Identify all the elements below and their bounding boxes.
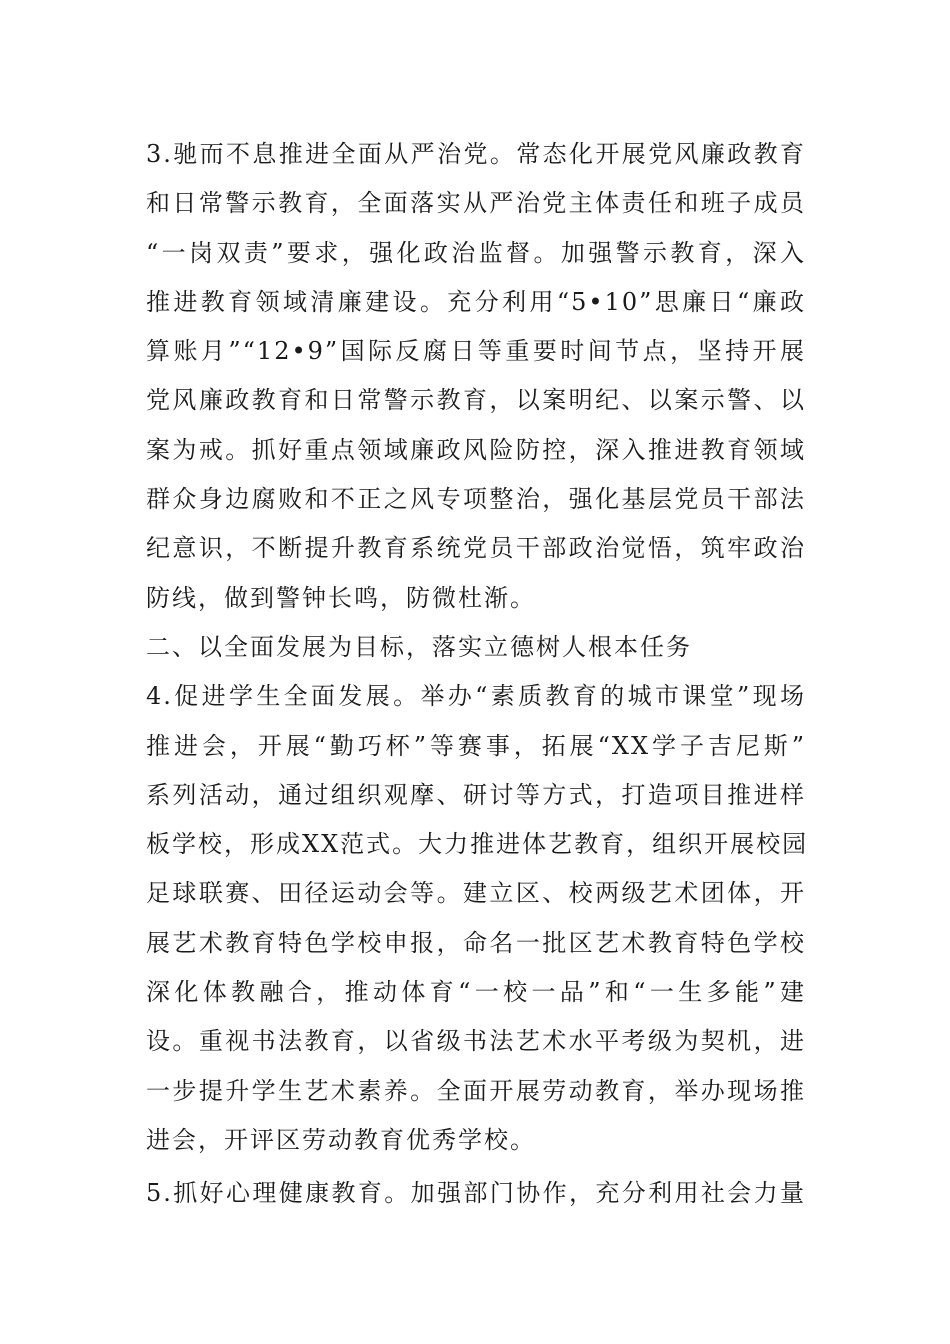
paragraph-3-line-1: 3.驰而不息推进全面从严治党。常态化开展党风廉政教育 <box>146 140 806 168</box>
paragraph-4-line-5: 足球联赛、田径运动会等。建立区、校两级艺术团体，开 <box>146 879 806 908</box>
paragraph-4-line-6: 展艺术教育特色学校申报，命名一批区艺术教育特色学校 <box>146 928 806 957</box>
paragraph-3-line-9: 纪意识，不断提升教育系统党员干部政治觉悟，筑牢政治 <box>146 534 806 563</box>
paragraph-4-line-3: 系列活动，通过组织观摩、研讨等方式，打造项目推进样 <box>146 780 806 809</box>
paragraph-4-line-7: 深化体教融合，推动体育“一校一品”和“一生多能”建 <box>146 978 806 1007</box>
paragraph-3-line-10: 防线，做到警钟长鸣，防微杜渐。 <box>146 583 536 612</box>
paragraph-3-line-2: 和日常警示教育，全面落实从严治党主体责任和班子成员 <box>146 189 806 218</box>
paragraph-4-line-1: 4.促进学生全面发展。举办“素质教育的城市课堂”现场 <box>146 682 806 711</box>
paragraph-3-line-7: 案为戒。抓好重点领域廉政风险防控，深入推进教育领域 <box>146 435 806 464</box>
document-body <box>146 130 809 1219</box>
paragraph-3-line-6: 党风廉政教育和日常警示教育，以案明纪、以案示警、以 <box>146 386 806 415</box>
paragraph-4-line-4: 板学校，形成XX范式。大力推进体艺教育，组织开展校园 <box>146 830 809 859</box>
paragraph-4-line-2: 推进会，开展“勤巧杯”等赛事，拓展“XX学子吉尼斯” <box>146 731 806 760</box>
paragraph-3-line-4: 推进教育领域清廉建设。充分利用“5•10”思廉日“廉政 <box>146 287 806 316</box>
paragraph-3-line-8: 群众身边腐败和不正之风专项整治，强化基层党员干部法 <box>146 485 806 514</box>
paragraph-4-line-10: 进会，开评区劳动教育优秀学校。 <box>146 1125 536 1154</box>
paragraph-5-line-1: 5.抓好心理健康教育。加强部门协作，充分利用社会力量 <box>146 1179 806 1208</box>
paragraph-3-line-5: 算账月”“12•9”国际反腐日等重要时间节点，坚持开展 <box>146 337 806 366</box>
paragraph-4-line-9: 一步提升学生艺术素养。全面开展劳动教育，举办现场推 <box>146 1076 806 1105</box>
paragraph-3-line-3: “一岗双责”要求，强化政治监督。加强警示教育，深入 <box>146 238 806 267</box>
section-heading-2: 二、以全面发展为目标，落实立德树人根本任务 <box>146 632 692 661</box>
paragraph-4-line-8: 设。重视书法教育，以省级书法艺术水平考级为契机，进 <box>146 1027 806 1056</box>
